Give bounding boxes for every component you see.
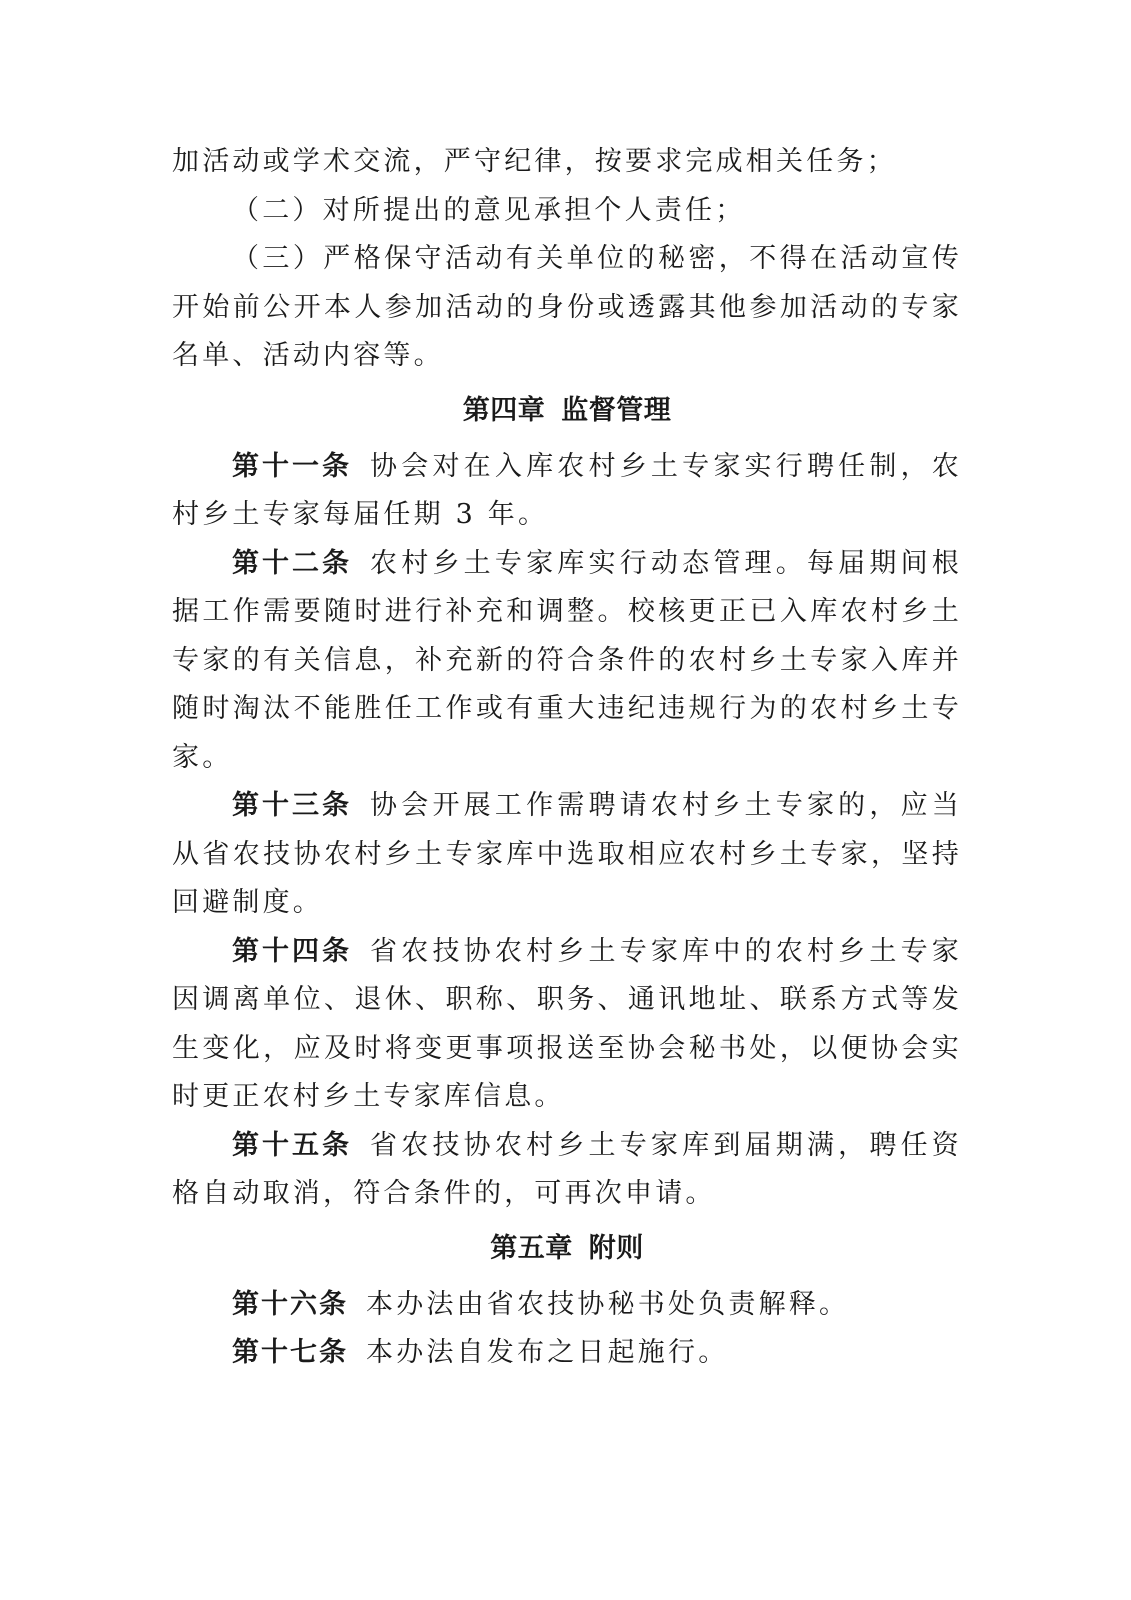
article-14-text: 省农技协农村乡土专家库中的农村乡土专家因调离单位、退休、职称、职务、通讯地址、联系方式等发生变化，应及时将变更事项报送至协会秘书处，以便协会实时更正农村乡土专家库信息。 (172, 935, 962, 1112)
article-11-label: 第十一条 (232, 450, 353, 482)
article-17-label: 第十七条 (232, 1337, 348, 1368)
list-item-2: （二）对所提出的意见承担个人责任； (232, 194, 746, 226)
chapter-4-number: 第四章 (462, 394, 546, 426)
article-16-label: 第十六条 (232, 1288, 348, 1320)
article-15-label: 第十五条 (232, 1129, 353, 1161)
list-item-3: （三）严格保守活动有关单位的秘密，不得在活动宣传开始前公开本人参加活动的身份或透露其他参加活动的专家名单、活动内容等。 (172, 243, 962, 371)
article-16 (172, 1281, 962, 1330)
chapter-5-number: 第五章 (490, 1232, 573, 1264)
chapter-4-heading (172, 391, 962, 431)
article-12 (172, 540, 962, 783)
chapter-5-heading (172, 1229, 962, 1269)
article-12-text: 农村乡土专家库实行动态管理。每届期间根据工作需要随时进行补充和调整。校核更正已入库农村乡土专家的有关信息，补充新的符合条件的农村乡土专家入库并随时淘汰不能胜任工作或有重大违纪违规行为的农村乡土专家。 (172, 547, 962, 773)
article-11 (172, 443, 962, 540)
chapter-4-title: 监督管理 (561, 394, 672, 426)
article-12-label: 第十二条 (232, 547, 353, 579)
article-14-label: 第十四条 (232, 935, 353, 967)
article-13 (172, 782, 962, 928)
article-15-text: 省农技协农村乡土专家库到届期满，聘任资格自动取消，符合条件的，可再次申请。 (172, 1129, 962, 1209)
article-15 (172, 1122, 962, 1219)
article-16-text: 本办法由省农技协秘书处负责解释。 (366, 1288, 850, 1320)
article-11-text: 协会对在入库农村乡土专家实行聘任制，农村乡土专家每届任期 3 年。 (172, 450, 962, 530)
chapter-5-title: 附则 (588, 1232, 644, 1264)
paragraph-continuation: 加活动或学术交流，严守纪律，按要求完成相关任务； (172, 146, 897, 177)
article-13-label: 第十三条 (232, 790, 353, 821)
article-17 (172, 1329, 962, 1378)
article-14 (172, 928, 962, 1122)
article-13-text: 协会开展工作需聘请农村乡土专家的，应当从省农技协农村乡土专家库中选取相应农村乡土专家，坚持回避制度。 (172, 790, 962, 918)
article-17-text: 本办法自发布之日起施行。 (366, 1337, 729, 1368)
document-body (172, 138, 962, 1378)
